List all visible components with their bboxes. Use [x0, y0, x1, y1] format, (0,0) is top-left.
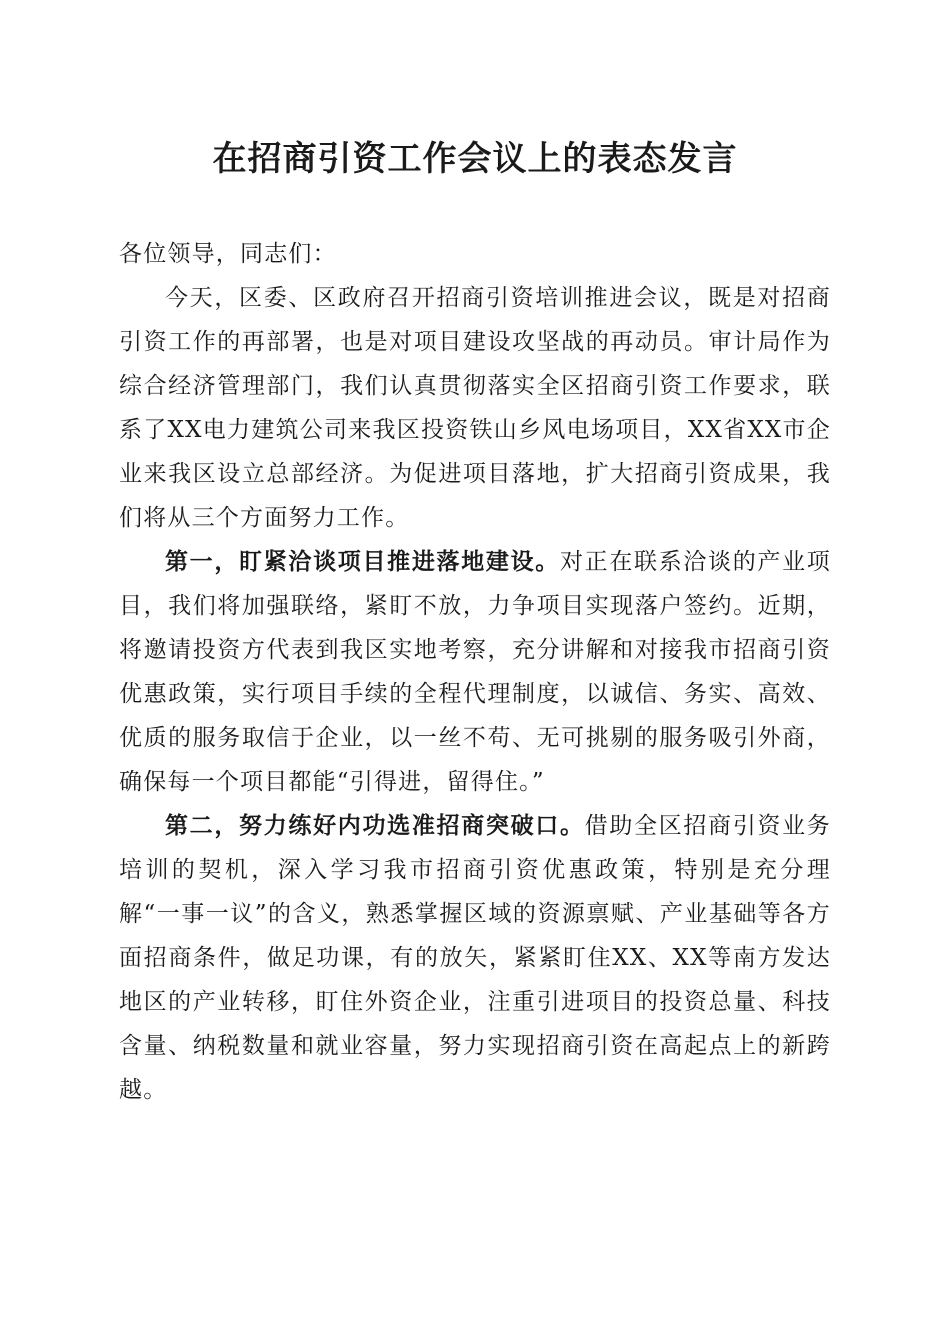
- paragraph-text: 借助全区招商引资业务培训的契机，深入学习我市招商引资优惠政策，特别是充分理解“一事一议”的含义，熟悉掌握区域的资源禀赋、产业基础等各方面招商条件，做足功课，有的放矢，紧紧盯住XX、XX等南方发达地区的产业转移，盯住外资企业，注重引进项目的投资总量、科技含量、纳税数量和就业容量，努力实现招商引资在高起点上的新跨越。: [119, 813, 831, 1103]
- paragraph-second-point: [119, 804, 831, 1112]
- document-body: [119, 232, 831, 1112]
- paragraph-lead: 第二，努力练好内功选准招商突破口。: [165, 812, 585, 839]
- salutation: 各位领导，同志们：: [119, 241, 337, 267]
- paragraph-lead: 第一，盯紧洽谈项目推进落地建设。: [165, 548, 560, 575]
- paragraph-first-point: [119, 540, 831, 804]
- paragraph-text: 对正在联系洽谈的产业项目，我们将加强联络，紧盯不放，力争项目实现落户签约。近期，将邀请投资方代表到我区实地考察，充分讲解和对接我市招商引资优惠政策，实行项目手续的全程代理制度，以诚信、务实、高效、优质的服务取信于企业，以一丝不苟、无可挑剔的服务吸引外商，确保每一个项目都能“引得进，留得住。”: [119, 549, 831, 795]
- paragraph-text: 今天，区委、区政府召开招商引资培训推进会议，既是对招商引资工作的再部署，也是对项目建设攻坚战的再动员。审计局作为综合经济管理部门，我们认真贯彻落实全区招商引资工作要求，联系了XX电力建筑公司来我区投资铁山乡风电场项目，XX省XX市企业来我区设立总部经济。为促进项目落地，扩大招商引资成果，我们将从三个方面努力工作。: [119, 285, 831, 531]
- paragraph-intro: [119, 276, 831, 540]
- document-title: 在招商引资工作会议上的表态发言: [212, 139, 738, 179]
